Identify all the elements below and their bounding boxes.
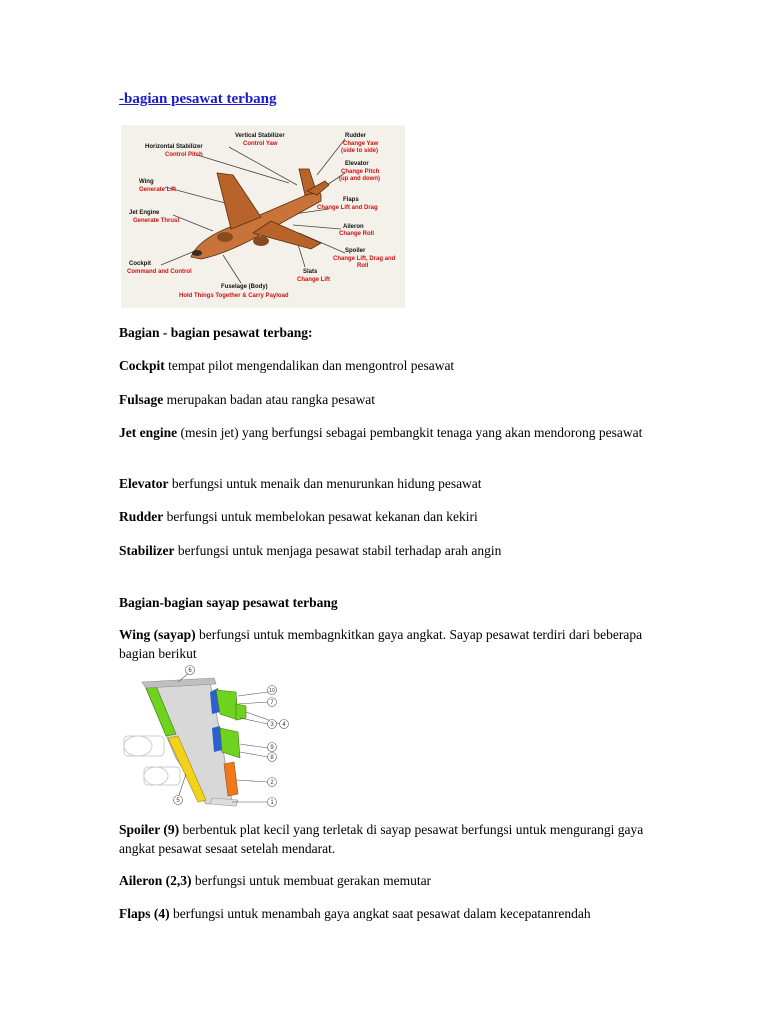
callout-6: 6 [188,668,192,674]
desc-generate-lift: Generate Lift [139,187,177,193]
item-jet-engine [119,423,659,442]
callout-9: 9 [270,745,274,751]
item-term: Elevator [119,476,169,491]
desc-generate-thrust: Generate Thrust [133,218,180,224]
page-title-link[interactable] [119,90,277,108]
desc-command-control: Command and Control [127,269,192,275]
airplane-parts-figure [121,125,405,308]
callout-4: 4 [282,722,286,728]
item-desc: (mesin jet) yang berfungsi sebagai pembangkit tenaga yang akan mendorong pesawat [177,425,643,440]
item-term: Cockpit [119,358,165,373]
item-term: Aileron (2,3) [119,873,192,888]
item-desc: berfungsi untuk menambah gaya angkat saat pesawat dalam kecepatanrendah [169,906,591,921]
desc-change-roll: Change Roll [339,231,375,237]
item-aileron [119,871,659,890]
callout-5: 5 [176,798,180,804]
label-rudder: Rudder [345,133,366,139]
item-wing [119,625,659,663]
item-desc: berbentuk plat kecil yang terletak di sayap pesawat berfungsi untuk mengurangi gaya angkat pesawat sesaat setelah mendarat. [119,822,644,856]
flap-green-1 [216,690,238,720]
desc-change-pitch: Change Pitch [341,169,380,175]
item-term: Rudder [119,509,164,524]
section2-heading: Bagian-bagian sayap pesawat terbang [119,595,338,610]
item-desc: berfungsi untuk membuat gerakan memutar [191,873,432,888]
label-flaps: Flaps [343,197,359,203]
item-desc: berfungsi untuk menjaga pesawat stabil terhadap arah angin [174,543,502,558]
item-desc: berfungsi untuk membelokan pesawat kekanan dan kekiri [163,509,478,524]
callout-8: 8 [270,755,274,761]
item-term: Flaps (4) [119,906,170,921]
item-fulsage [119,390,659,409]
desc-change-lift: Change Lift [297,277,330,283]
desc-control-yaw: Control Yaw [243,141,278,147]
section1-heading: Bagian - bagian pesawat terbang: [119,325,313,340]
item-term: Spoiler (9) [119,822,180,837]
label-slats: Slats [303,269,318,275]
desc-change-lift-drag-and: Change Lift, Drag and [333,256,396,262]
label-cockpit: Cockpit [129,261,152,267]
item-stabilizer [119,541,659,560]
item-desc: berfungsi untuk menaik dan menurunkan hidung pesawat [168,476,482,491]
label-aileron: Aileron [343,224,364,230]
item-desc: berfungsi untuk membagnkitkan gaya angkat. Sayap pesawat terdiri dari beberapa bagian berikut [119,627,643,661]
label-jet-engine: Jet Engine [129,210,160,216]
flap-green-small [236,704,246,720]
desc-side-to-side: (side to side) [341,148,379,154]
airplane-diagram [121,125,405,308]
label-vertical-stabilizer: Vertical Stabilizer [235,133,285,139]
desc-roll: Roll [357,263,369,269]
callout-10: 10 [269,688,275,694]
item-flaps [119,904,659,923]
item-term: Stabilizer [119,543,175,558]
desc-control-pitch: Control Pitch [165,152,203,158]
desc-hold-things: Hold Things Together & Carry Payload [179,293,289,299]
callout-2: 2 [270,780,274,786]
item-term: Jet engine [119,425,178,440]
item-desc: merupakan badan atau rangka pesawat [163,392,376,407]
label-wing: Wing [139,179,154,185]
label-spoiler: Spoiler [345,248,366,254]
callout-7: 7 [270,700,274,706]
label-fuselage: Fuselage (Body) [221,284,268,290]
title-link[interactable]: -bagian pesawat terbang [119,91,277,107]
item-term: Fulsage [119,392,164,407]
desc-change-yaw: Change Yaw [343,141,379,147]
wing-parts-figure [120,662,290,810]
desc-up-and-down: (up and down) [339,176,380,182]
callout-3: 3 [270,722,274,728]
desc-change-lift-drag: Change Lift and Drag [317,205,378,211]
airplane-illustration [191,169,329,259]
item-spoiler [119,820,659,858]
item-cockpit [119,356,659,375]
item-desc: tempat pilot mengendalikan dan mengontrol pesawat [164,358,455,373]
item-term: Wing (sayap) [119,627,196,642]
callout-1: 1 [270,800,274,806]
item-elevator [119,474,659,493]
item-rudder [119,507,659,526]
label-elevator: Elevator [345,161,369,167]
label-horizontal-stabilizer: Horizontal Stabilizer [145,144,203,150]
wing-diagram [120,662,290,810]
